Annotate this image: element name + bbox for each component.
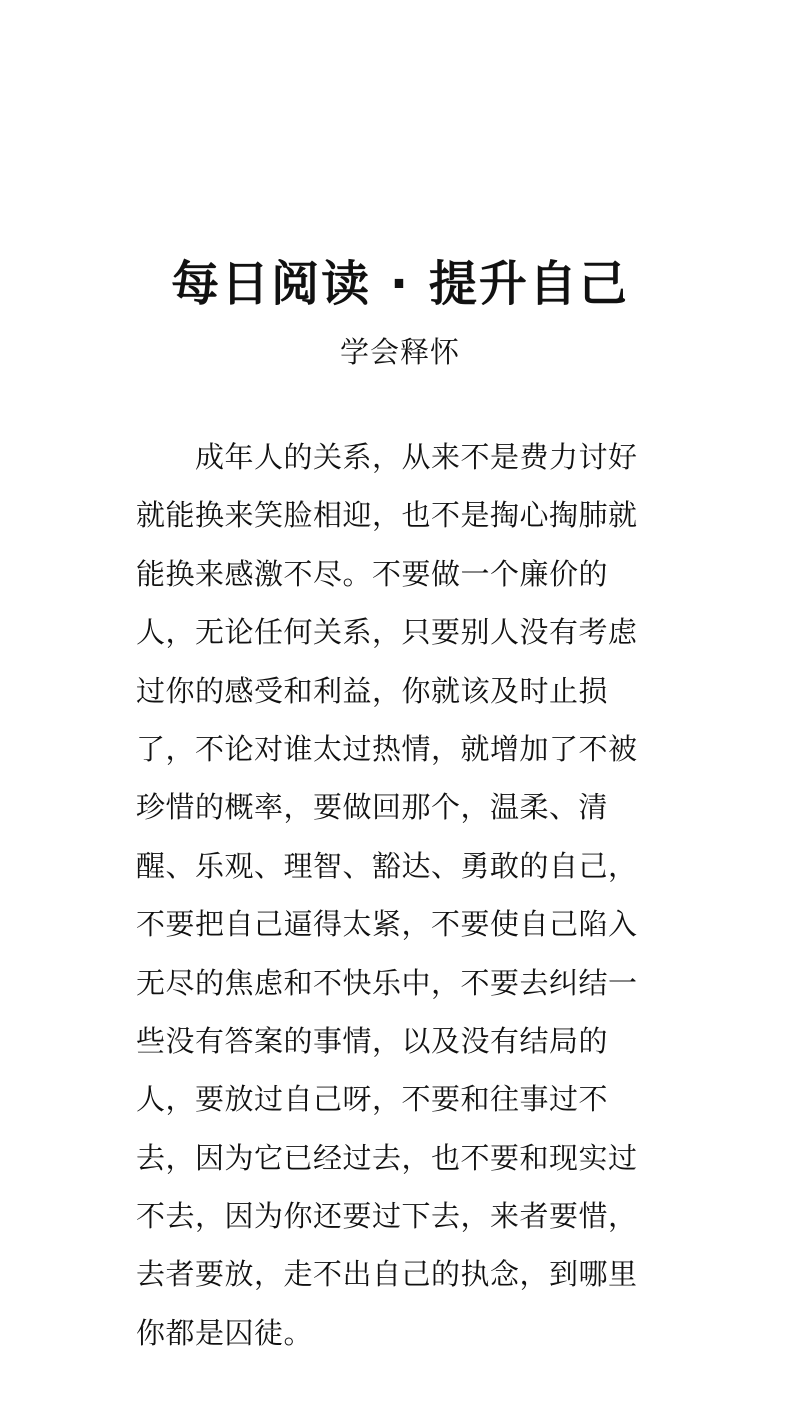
text-line: 过你的感受和利益，你就该及时止损 (136, 673, 609, 708)
text-line: 成年人的关系，从来不是费力讨好 (136, 440, 638, 474)
text-line: 去者要放，走不出自己的执念，到哪里 (136, 1257, 638, 1292)
text-line: 人，要放过自己呀，不要和往事过不 (136, 1082, 609, 1117)
text-line: 珍惜的概率，要做回那个，温柔、清 (136, 790, 609, 825)
text-line: 了，不论对谁太过热情，就增加了不被 (136, 731, 638, 766)
page-subtitle: 学会释怀 (339, 335, 460, 369)
text-line: 你都是囚徒。 (136, 1315, 314, 1350)
text-line: 醒、乐观、理智、豁达、勇敢的自己， (136, 848, 638, 883)
article-body (136, 428, 666, 1362)
text-line: 不去，因为你还要过下去，来者要惜， (136, 1199, 638, 1234)
text-line: 不要把自己逼得太紧，不要使自己陷入 (136, 907, 638, 942)
text-line: 些没有答案的事情，以及没有结局的 (136, 1023, 609, 1058)
text-line: 无尽的焦虑和不快乐中，不要去纠结一 (136, 965, 638, 1000)
text-line: 就能换来笑脸相迎，也不是掏心掏肺就 (136, 498, 638, 533)
page-title: 每日阅读 · 提升自己 (171, 256, 629, 312)
text-line: 能换来感激不尽。不要做一个廉价的 (136, 556, 609, 591)
text-line: 去，因为它已经过去，也不要和现实过 (136, 1140, 638, 1175)
text-line: 人，无论任何关系，只要别人没有考虑 (136, 615, 638, 650)
